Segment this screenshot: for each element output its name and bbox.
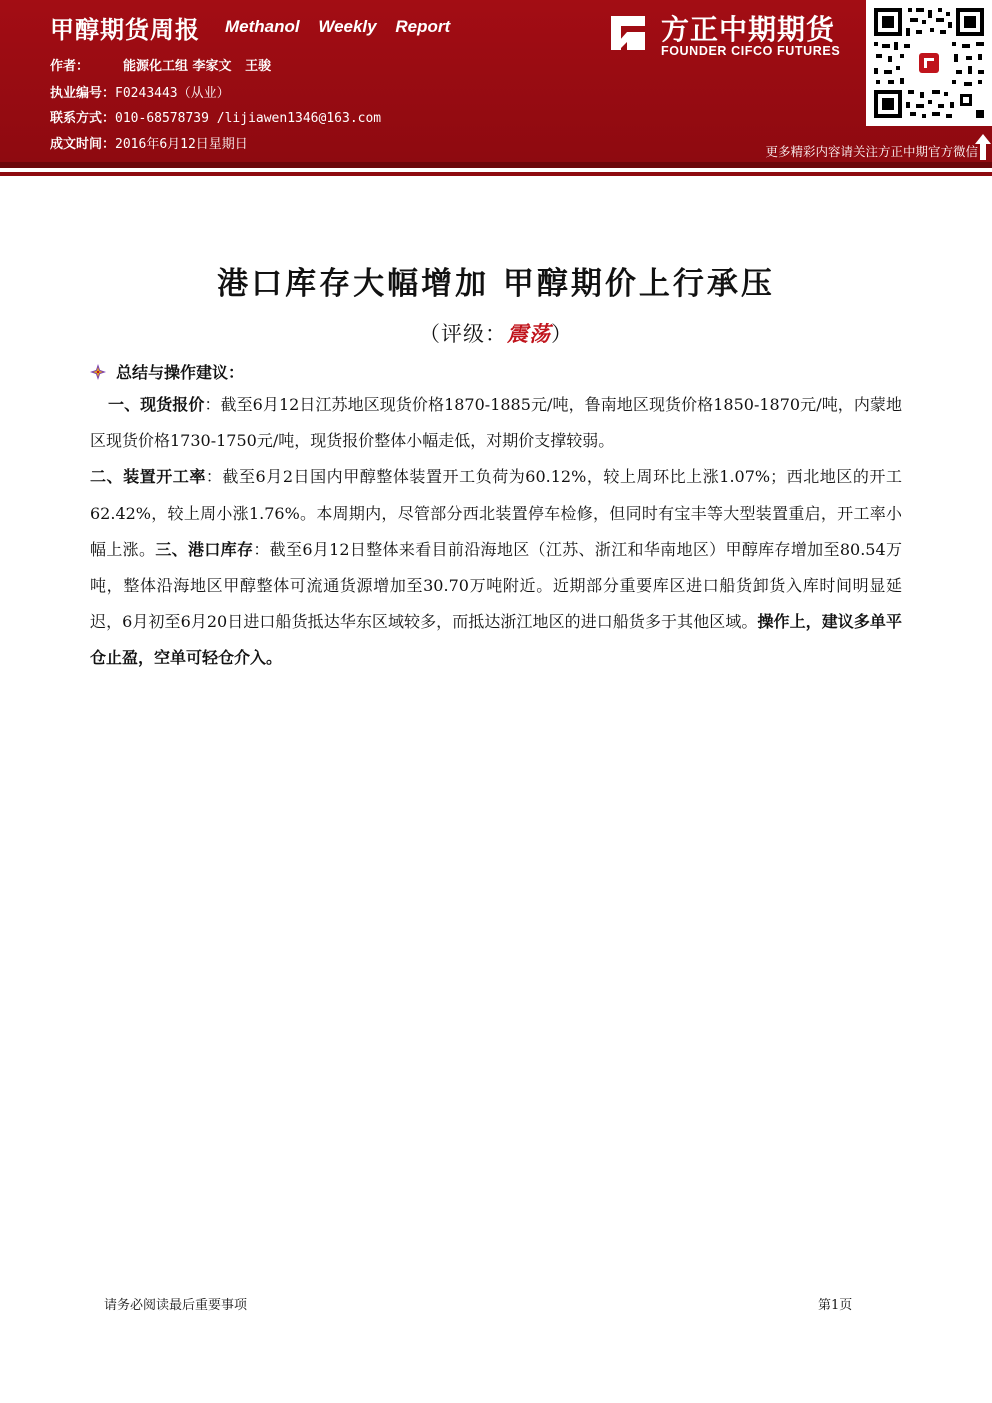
footer-notice: 请务必阅读最后重要事项 [104, 1298, 248, 1313]
qr-code-icon [866, 0, 992, 126]
date-row [50, 133, 248, 152]
report-header [0, 0, 992, 162]
port-inventory-keyword: 三、港口库存 [155, 539, 254, 559]
header-divider [0, 162, 992, 168]
port-inventory-text: ：截至6月12日整体来看目前沿海地区（江苏、浙江和华南地区）甲醇库存增加至80.54万吨，整体沿海地区甲醇整体可流通货源增加至30.70万吨附近。近期部分重要库区进口船货卸货入库时间明显延迟，6月初至6月20日进口船货抵达华东区域较多，而抵达浙江地区的进口船货多于其他区域。 [90, 539, 902, 632]
spot-price-text: ：截至6月12日江苏地区现货价格1870-1885元/吨，鲁南地区现货价格1850-1870元/吨，内蒙地区现货价格1730-1750元/吨，现货报价整体小幅走低，对期价支撑较弱。 [90, 395, 902, 451]
license-value: F0243443（从业） [115, 86, 230, 101]
summary-heading [90, 360, 244, 383]
header-divider-line [0, 172, 992, 176]
license-label: 执业编号： [50, 86, 116, 101]
date-label: 成文时间： [50, 137, 116, 152]
summary-paragraph [90, 459, 902, 676]
operation-advice: 操作上，建议多单平仓止盈，空单可轻仓介入。 [90, 612, 902, 668]
author-label: 作者： [50, 59, 90, 74]
license-row [50, 82, 230, 101]
rating-close: ） [551, 322, 573, 346]
wechat-note: 更多精彩内容请关注方正中期官方微信 [765, 144, 978, 159]
operating-rate-keyword: 二、装置开工率 [90, 467, 206, 487]
rating-open: （评级： [419, 322, 507, 346]
logo-text-en: FOUNDER CIFCO FUTURES [661, 44, 841, 58]
operating-rate-text: ：截至6月2日国内甲醇整体装置开工负荷为60.12%，较上周环比上涨1.07%；西北地区的开工62.42%，较上周小涨1.76%。本周期内，尽管部分西北装置停车检修，但同时有宝丰等大型装置重启，开工率小幅上涨。 [90, 467, 902, 559]
summary-paragraph [90, 387, 902, 459]
rating-value: 震荡 [507, 321, 551, 346]
report-title-en: Methanol Weekly Report [225, 17, 451, 36]
author-row [50, 55, 271, 74]
summary-heading-text: 总结与操作建议： [116, 363, 245, 382]
contact-value: 010-68578739 /lijiawen1346@163.com [115, 111, 382, 126]
contact-label: 联系方式： [50, 111, 116, 126]
spot-price-keyword: 一、现货报价 [108, 395, 205, 414]
author-value: 能源化工组 李家文 王骏 [123, 59, 272, 74]
summary-body [90, 387, 902, 677]
up-arrow-icon [975, 134, 991, 160]
qr-code [866, 0, 992, 126]
page-number: 第1页 [818, 1298, 853, 1313]
report-title: 甲醇期货周报 [50, 16, 200, 44]
logo-text-cn: 方正中期期货 [661, 13, 836, 46]
contact-row [50, 107, 381, 126]
company-logo [603, 6, 863, 64]
rating-line [0, 318, 992, 348]
bullet-icon [90, 364, 106, 380]
date-value: 2016年6月12日星期日 [115, 137, 248, 152]
article-title: 港口库存大幅增加 甲醇期价上行承压 [217, 266, 775, 302]
company-logo-icon [603, 8, 653, 58]
